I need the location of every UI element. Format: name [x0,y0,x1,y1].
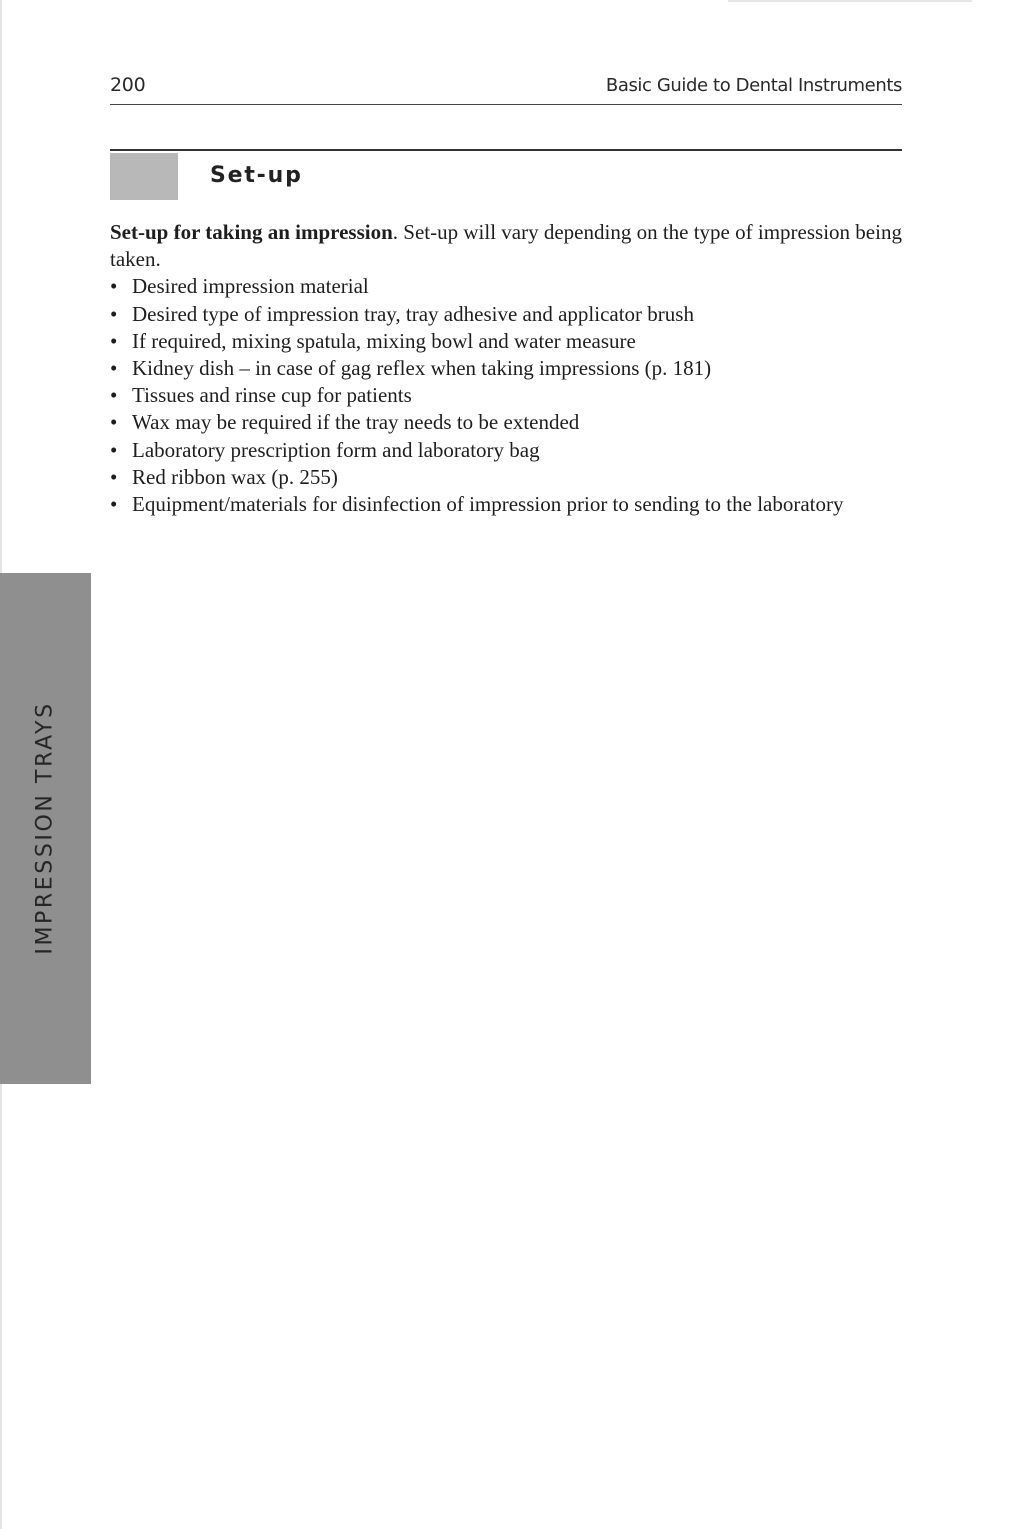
list-item [110,464,902,491]
list-item-text: Laboratory prescription form and laboratory bag [132,437,540,462]
intro-paragraph [110,219,902,273]
bullet-icon: • [110,383,118,408]
page-top-edge [728,0,972,2]
section-heading [110,149,902,201]
list-item-text: Kidney dish – in case of gag reflex when taking impressions (p. 181) [132,356,712,381]
bullet-icon: • [110,492,118,517]
list-item-text: Desired type of impression tray, tray adhesive and applicator brush [132,301,694,326]
list-item-text: Tissues and rinse cup for patients [132,383,412,408]
list-item-text: Red ribbon wax (p. 255) [132,464,338,489]
list-item-text: Equipment/materials for disinfection of impression prior to sending to the laboratory [132,492,844,517]
chapter-side-tab [0,573,91,1084]
list-item-text: If required, mixing spatula, mixing bowl and water measure [132,328,636,353]
list-item [110,382,902,409]
list-item [110,409,902,436]
list-item-text: Wax may be required if the tray needs to be extended [132,410,580,435]
section-marker-block [110,153,178,200]
body-content [110,219,902,518]
list-item [110,491,902,518]
bullet-icon: • [110,410,118,435]
setup-list [110,273,902,518]
bullet-icon: • [110,437,118,462]
list-item [110,273,902,300]
list-item [110,437,902,464]
page-number: 200 [110,74,146,96]
bullet-icon: • [110,301,118,326]
section-title: Set-up [210,163,303,188]
chapter-tab-label: IMPRESSION TRAYS [32,701,58,955]
list-item-text: Desired impression material [132,274,369,299]
bullet-icon: • [110,328,118,353]
intro-lead: Set-up for taking an impression [110,220,393,244]
list-item [110,301,902,328]
bullet-icon: • [110,356,118,381]
bullet-icon: • [110,464,118,489]
book-title: Basic Guide to Dental Instruments [605,75,902,96]
list-item [110,328,902,355]
running-header [110,70,902,105]
list-item [110,355,902,382]
bullet-icon: • [110,274,118,299]
intro-text: . Set-up will vary depending on the type of impression being taken. [110,220,902,272]
